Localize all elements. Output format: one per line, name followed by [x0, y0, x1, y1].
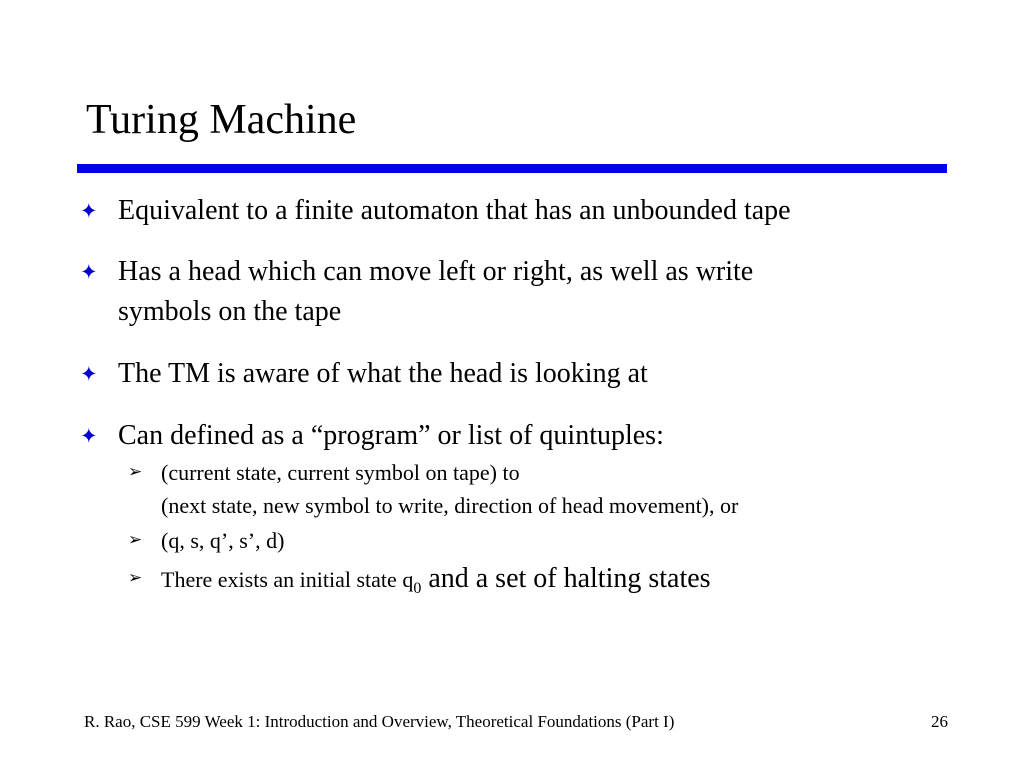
slide-title: Turing Machine	[86, 97, 357, 143]
four-point-star-icon: ✦	[80, 260, 98, 284]
sub-bullet-text	[161, 562, 711, 596]
four-point-star-icon: ✦	[80, 199, 98, 223]
hollow-arrow-icon: ➢	[128, 568, 143, 588]
bullet-text: The TM is aware of what the head is looking at	[118, 358, 648, 389]
hollow-arrow-icon: ➢	[128, 530, 143, 550]
sub-bullet-text: (current state, current symbol on tape) to	[161, 460, 520, 485]
four-point-star-icon: ✦	[80, 362, 98, 386]
slide-footer: R. Rao, CSE 599 Week 1: Introduction and Overview, Theoretical Foundations (Part I)	[84, 712, 675, 731]
subscript-zero: 0	[413, 580, 422, 597]
bullet-text: Has a head which can move left or right, as well as write	[118, 256, 754, 287]
hollow-arrow-icon: ➢	[128, 462, 143, 482]
four-point-star-icon: ✦	[80, 424, 98, 448]
bullet-text: Equivalent to a finite automaton that has an unbounded tape	[118, 195, 791, 226]
bullet-text: Can defined as a “program” or list of quintuples:	[118, 420, 664, 451]
sub-bullet-suffix: and a set of halting states	[421, 563, 711, 594]
page-number: 26	[931, 712, 948, 731]
sub-bullet-prefix: There exists an initial state q	[161, 567, 414, 592]
sub-bullet-text: (next state, new symbol to write, direction of head movement), or	[161, 493, 739, 518]
bullet-text: symbols on the tape	[118, 296, 342, 327]
sub-bullet-text: (q, s, q’, s’, d)	[161, 528, 285, 553]
